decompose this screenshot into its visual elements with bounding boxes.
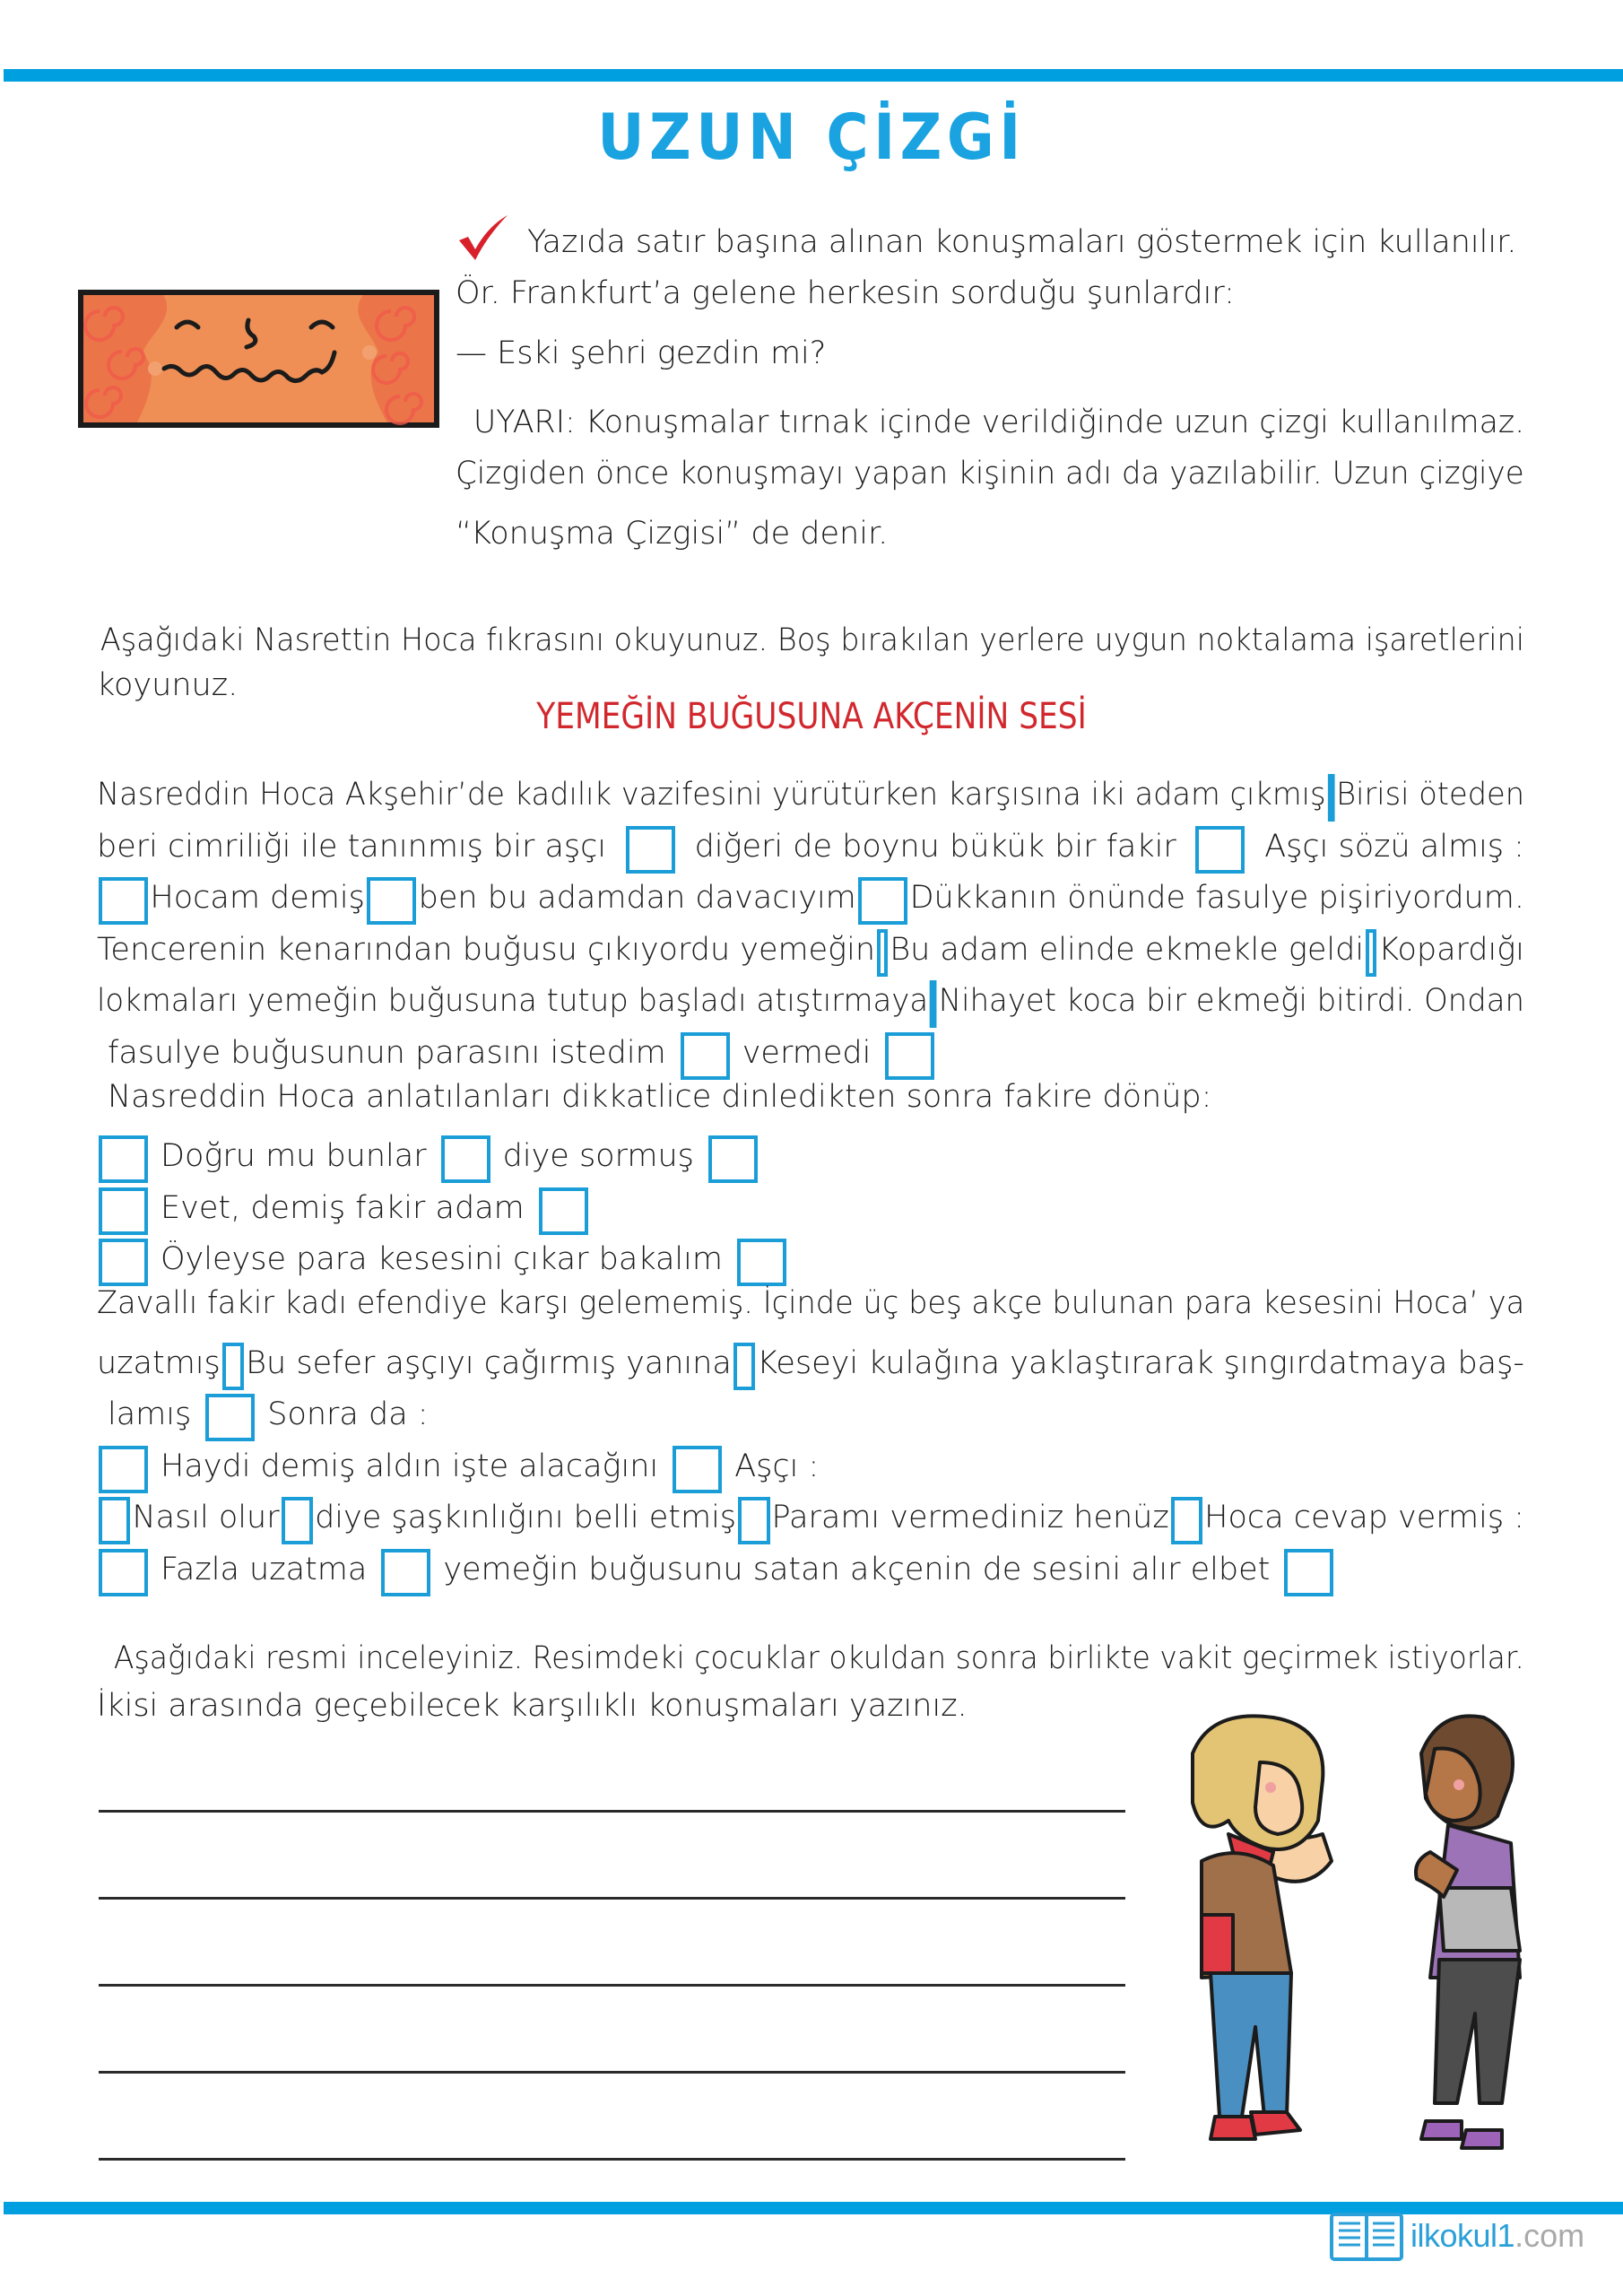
story-text-segment: Paramı vermediniz henüz bbox=[771, 1500, 1169, 1535]
intro-line bbox=[456, 334, 1524, 373]
smiling-face-illustration bbox=[78, 290, 439, 428]
story-text-segment: Nasreddin Hoca anlatılanları dikkatlice dinledikten sonra fakire dönüp: bbox=[108, 1079, 1212, 1115]
top-divider-bar bbox=[4, 69, 1623, 82]
punctuation-answer-box[interactable] bbox=[99, 877, 148, 925]
logo-tld: .com bbox=[1515, 2217, 1585, 2254]
story-line bbox=[97, 1231, 1524, 1279]
task1-instruction-text: Aşağıdaki Nasrettin Hoca fıkrasını okuyunuz. Boş bırakılan yerlere uygun noktalama işaretlerini bbox=[100, 622, 1525, 658]
story-text-segment: Kopardığı bbox=[1378, 932, 1524, 968]
story-text-segment: Aşçı sözü almış : bbox=[1264, 829, 1524, 865]
punctuation-answer-box[interactable] bbox=[205, 1394, 255, 1441]
punctuation-answer-box[interactable] bbox=[1284, 1549, 1333, 1596]
writing-line[interactable] bbox=[99, 2071, 1125, 2074]
punctuation-answer-box[interactable] bbox=[1171, 1497, 1202, 1544]
punctuation-answer-box[interactable] bbox=[1195, 826, 1245, 874]
punctuation-answer-box[interactable] bbox=[99, 1187, 148, 1235]
intro-text: “Konuşma Çizgisi” de denir. bbox=[456, 516, 889, 552]
story-line bbox=[97, 1542, 1524, 1589]
punctuation-answer-box[interactable] bbox=[681, 1032, 730, 1080]
story-text-segment: Öyleyse para kesesini çıkar bakalım bbox=[161, 1241, 723, 1277]
story-text-segment: Sonra da : bbox=[267, 1396, 429, 1432]
punctuation-answer-box[interactable] bbox=[930, 980, 937, 1028]
story-text-segment: ben bu adamdan davacıyım bbox=[418, 880, 856, 916]
story-text-segment: diğeri de boynu bükük bir fakir bbox=[694, 829, 1176, 865]
story-text-segment: Bu sefer aşçıyı çağırmış yanına bbox=[246, 1345, 732, 1381]
punctuation-answer-box[interactable] bbox=[539, 1187, 588, 1235]
punctuation-answer-box[interactable] bbox=[441, 1135, 490, 1183]
story-text-segment: Hoca cevap vermiş : bbox=[1204, 1500, 1524, 1535]
story-text-segment: beri cimriliği ile tanınmış bir aşçı bbox=[97, 829, 607, 865]
punctuation-answer-box[interactable] bbox=[885, 1032, 934, 1080]
story-line bbox=[97, 767, 1524, 814]
punctuation-answer-box[interactable] bbox=[877, 929, 888, 977]
story-text-segment: Evet, demiş fakir adam bbox=[161, 1190, 525, 1226]
intro-line bbox=[456, 514, 1524, 553]
task1-instruction-text: koyunuz. bbox=[97, 667, 239, 703]
story-text-segment: Keseyi kulağına yaklaştırarak şıngırdatmaya baş- bbox=[757, 1345, 1524, 1381]
story-text-segment: diye şaşkınlığını belli etmiş bbox=[315, 1500, 737, 1535]
checkmark-icon bbox=[456, 213, 509, 262]
punctuation-answer-box[interactable] bbox=[737, 1239, 786, 1286]
punctuation-answer-box[interactable] bbox=[222, 1343, 244, 1390]
story-text-segment: Nasreddin Hoca Akşehir’de kadılık vazifesini yürütürken karşısına iki adam çıkmış bbox=[97, 777, 1326, 813]
intro-line bbox=[456, 394, 1524, 442]
punctuation-answer-box[interactable] bbox=[1327, 774, 1334, 822]
story-text-segment: Tencerenin kenarından buğusu çıkıyordu yemeğin bbox=[97, 932, 876, 968]
punctuation-answer-box[interactable] bbox=[381, 1549, 430, 1596]
footer-logo[interactable] bbox=[1330, 2211, 1584, 2261]
story-line bbox=[97, 870, 1524, 918]
story-text-segment: Birisi öteden bbox=[1336, 777, 1525, 813]
logo-brand: ilkokul1 bbox=[1410, 2217, 1515, 2254]
story-text-segment: vermedi bbox=[742, 1035, 872, 1071]
story-line bbox=[97, 1490, 1524, 1537]
story-line bbox=[97, 1439, 1524, 1486]
page-title: UZUN ÇİZGİ bbox=[597, 100, 1026, 174]
story-text-segment: Bu adam elinde ekmekle geldi bbox=[890, 932, 1365, 968]
story-title: YEMEĞİN BUĞUSUNA AKÇENİN SESİ bbox=[536, 696, 1087, 737]
intro-line bbox=[456, 454, 1524, 493]
writing-line[interactable] bbox=[99, 2158, 1125, 2161]
story-line bbox=[97, 1283, 1524, 1323]
story-text-segment: fasulye buğusunun parasını istedim bbox=[108, 1035, 666, 1071]
story-text-segment: yemeğin buğusunu satan akçenin de sesini alır elbet bbox=[443, 1552, 1271, 1587]
punctuation-answer-box[interactable] bbox=[673, 1446, 722, 1493]
punctuation-answer-box[interactable] bbox=[858, 877, 907, 925]
story-line bbox=[97, 1180, 1524, 1228]
story-text-segment: Haydi demiş aldın işte alacağını bbox=[161, 1448, 659, 1484]
story-line bbox=[97, 1077, 1524, 1117]
intro-text: — Eski şehri gezdin mi? bbox=[456, 335, 827, 371]
story-text-segment: Nasıl olur bbox=[132, 1500, 280, 1535]
intro-line bbox=[456, 213, 1524, 262]
punctuation-answer-box[interactable] bbox=[99, 1135, 148, 1183]
punctuation-answer-box[interactable] bbox=[708, 1135, 758, 1183]
punctuation-answer-box[interactable] bbox=[282, 1497, 313, 1544]
writing-line[interactable] bbox=[99, 1810, 1125, 1813]
story-line bbox=[97, 1128, 1524, 1176]
intro-text: Çizgiden önce konuşmayı yapan kişinin adı da yazılabilir. Uzun çizgiye bbox=[456, 456, 1524, 491]
punctuation-answer-box[interactable] bbox=[626, 826, 675, 874]
story-text-segment: lokmaları yemeğin buğusuna tutup başladı atıştırmaya bbox=[97, 983, 929, 1019]
punctuation-answer-box[interactable] bbox=[367, 877, 416, 925]
story-text-segment: Doğru mu bunlar bbox=[161, 1138, 427, 1174]
children-talking-illustration bbox=[1152, 1700, 1574, 2170]
story-text-segment: Fazla uzatma bbox=[161, 1552, 368, 1587]
punctuation-answer-box[interactable] bbox=[738, 1497, 769, 1544]
story-line bbox=[97, 922, 1524, 970]
story-line bbox=[97, 1025, 1524, 1073]
punctuation-answer-box[interactable] bbox=[99, 1239, 148, 1286]
task1-instruction bbox=[97, 621, 1524, 660]
task2-instruction bbox=[97, 1639, 1524, 1678]
task2-instruction-text: İkisi arasında geçebilecek karşılıklı konuşmaları yazınız. bbox=[97, 1688, 968, 1724]
punctuation-answer-box[interactable] bbox=[1366, 929, 1376, 977]
punctuation-answer-box[interactable] bbox=[99, 1446, 148, 1493]
story-text-segment: lamış bbox=[108, 1396, 192, 1432]
story-text-segment: Aşçı : bbox=[734, 1448, 820, 1484]
story-line bbox=[97, 1335, 1524, 1383]
intro-text: Yazıda satır başına alınan konuşmaları göstermek için kullanılır. bbox=[527, 224, 1517, 260]
story-line bbox=[97, 819, 1524, 866]
story-text-segment: Hocam demiş bbox=[150, 880, 365, 916]
story-line bbox=[97, 973, 1524, 1021]
story-line bbox=[97, 1387, 1524, 1434]
punctuation-answer-box[interactable] bbox=[733, 1343, 755, 1390]
intro-line bbox=[456, 274, 1524, 313]
story-text-segment: Dükkanın önünde fasulye pişiriyordum. bbox=[909, 880, 1524, 916]
story-text-segment: diye sormuş bbox=[502, 1138, 694, 1174]
open-book-icon bbox=[1330, 2211, 1403, 2261]
task2-instruction-text: Aşağıdaki resmi inceleyiniz. Resimdeki çocuklar okuldan sonra birlikte vakit geçirmek istiyorlar. bbox=[113, 1640, 1524, 1676]
punctuation-answer-box[interactable] bbox=[99, 1549, 148, 1596]
intro-text: Ör. Frankfurt’a gelene herkesin sorduğu şunlardır: bbox=[456, 275, 1235, 311]
writing-line[interactable] bbox=[99, 1897, 1125, 1900]
intro-text: UYARI: Konuşmalar tırnak içinde verildiğinde uzun çizgi kullanılmaz. bbox=[473, 404, 1525, 440]
writing-line[interactable] bbox=[99, 1984, 1125, 1987]
punctuation-answer-box[interactable] bbox=[99, 1497, 130, 1544]
story-text-segment: uzatmış bbox=[97, 1345, 221, 1381]
story-text-segment: Zavallı fakir kadı efendiye karşı gelememiş. İçinde üç beş akçe bulunan para kesesini Hoca’ ya bbox=[97, 1285, 1525, 1321]
story-text-segment: Nihayet koca bir ekmeği bitirdi. Ondan bbox=[938, 983, 1525, 1019]
